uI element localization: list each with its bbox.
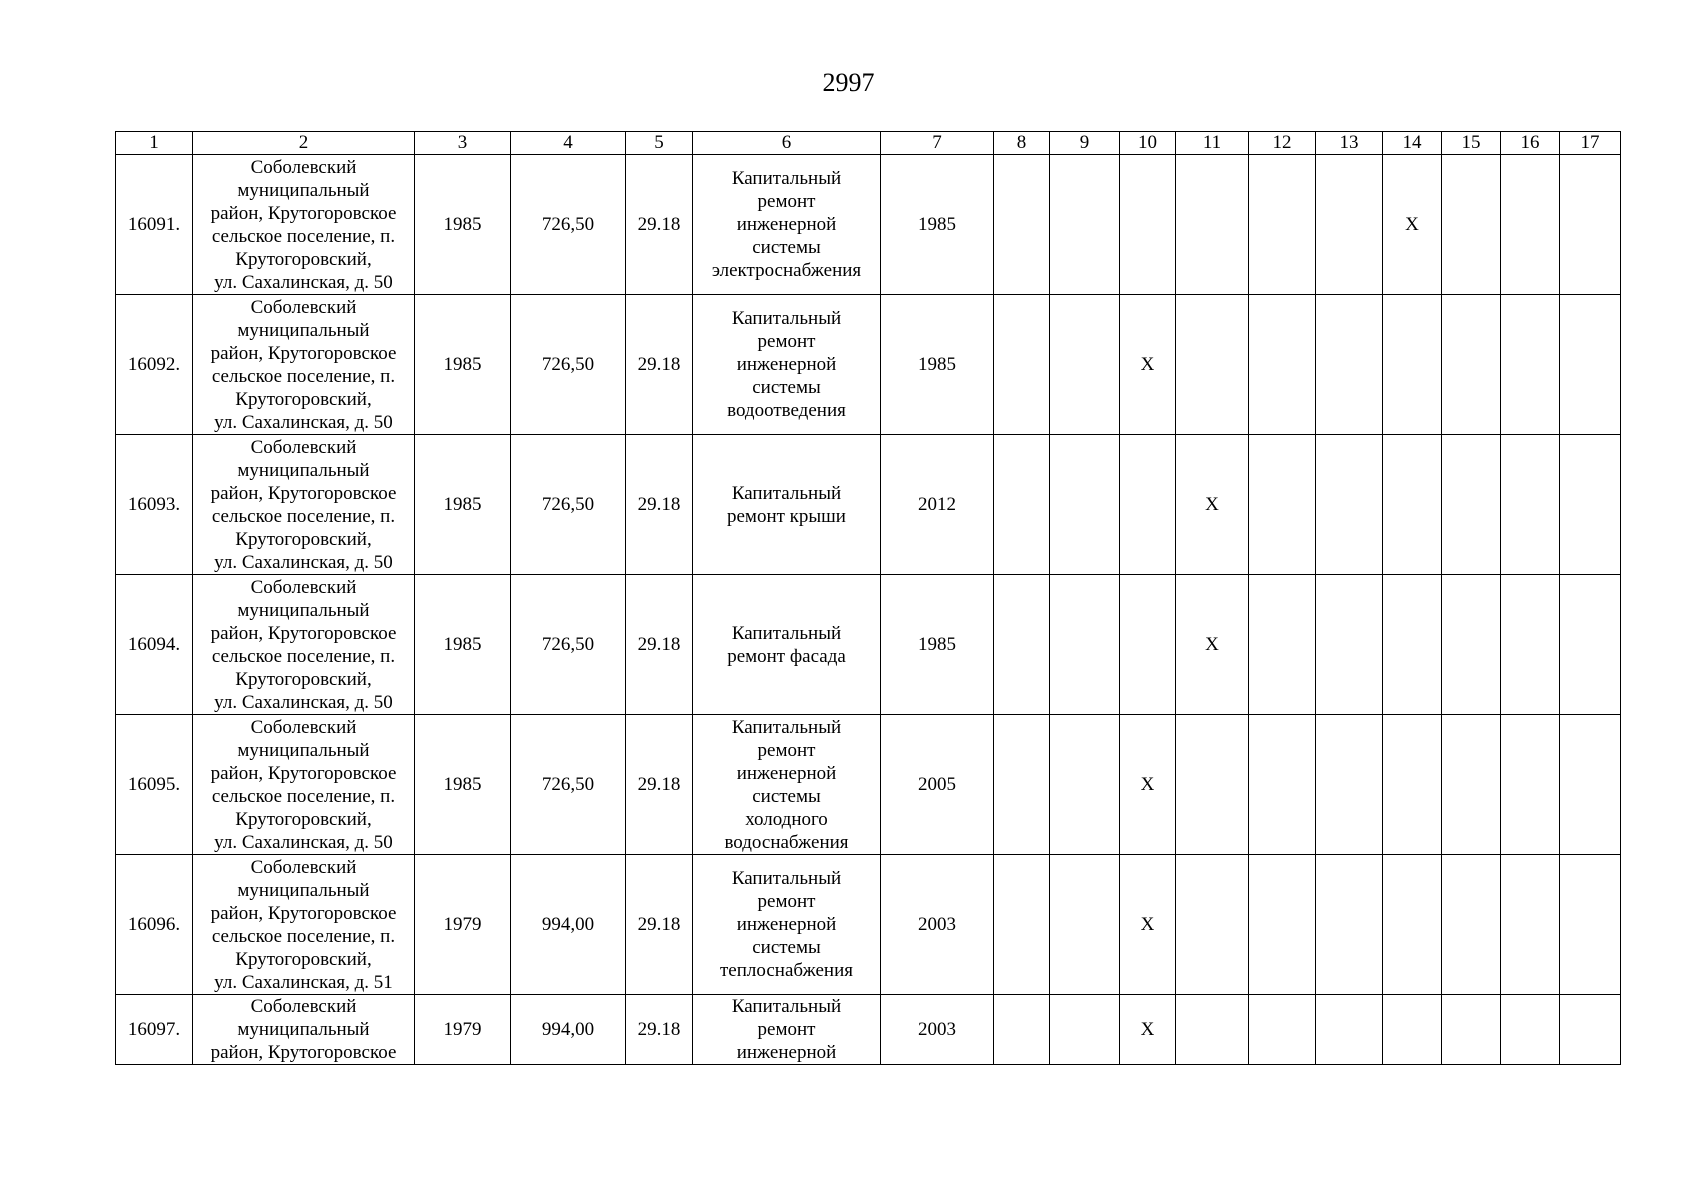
rate-cell: 29.18 <box>626 155 693 295</box>
column-header: 7 <box>881 132 994 155</box>
address-cell <box>193 855 415 995</box>
table-row <box>116 855 1621 995</box>
year-built-cell: 1979 <box>415 995 511 1065</box>
mark-cell <box>1316 715 1383 855</box>
year-repair-cell: 1985 <box>881 295 994 435</box>
mark-cell <box>1176 295 1249 435</box>
mark-cell <box>1316 435 1383 575</box>
mark-cell <box>1442 715 1501 855</box>
year-repair-cell: 1985 <box>881 155 994 295</box>
year-repair-cell: 2003 <box>881 995 994 1065</box>
year-built-cell: 1985 <box>415 435 511 575</box>
work-type-cell <box>693 575 881 715</box>
mark-cell: X <box>1120 715 1176 855</box>
address-text: Соболевский муниципальный район, Крутогоровское сельское поселение, п. Крутогоровский, ул. Сахалинская, д. 51 <box>210 856 397 993</box>
mark-cell <box>1050 155 1120 295</box>
mark-cell <box>1560 855 1621 995</box>
mark-cell <box>1560 995 1621 1065</box>
mark-cell: X <box>1383 155 1442 295</box>
mark-cell: X <box>1176 435 1249 575</box>
mark-cell <box>1120 575 1176 715</box>
column-header: 1 <box>116 132 193 155</box>
mark-cell <box>1383 855 1442 995</box>
mark-cell <box>1176 855 1249 995</box>
column-header: 4 <box>511 132 626 155</box>
row-number: 16091. <box>116 155 193 295</box>
mark-cell <box>1249 715 1316 855</box>
area-cell: 726,50 <box>511 435 626 575</box>
work-type-text: Капитальный ремонт крыши <box>727 482 846 527</box>
work-type-cell <box>693 715 881 855</box>
row-number: 16097. <box>116 995 193 1065</box>
mark-cell: X <box>1120 855 1176 995</box>
register-table <box>115 131 1621 1065</box>
work-type-text: Капитальный ремонт инженерной системы теплоснабжения <box>720 868 853 981</box>
mark-cell <box>1560 435 1621 575</box>
mark-cell <box>1249 155 1316 295</box>
mark-cell <box>1560 575 1621 715</box>
mark-cell: X <box>1176 575 1249 715</box>
rate-cell: 29.18 <box>626 715 693 855</box>
address-text: Соболевский муниципальный район, Крутогоровское сельское поселение, п. Крутогоровский, ул. Сахалинская, д. 50 <box>210 296 397 433</box>
column-header: 6 <box>693 132 881 155</box>
mark-cell <box>1442 575 1501 715</box>
mark-cell <box>1050 435 1120 575</box>
area-cell: 726,50 <box>511 715 626 855</box>
area-cell: 726,50 <box>511 575 626 715</box>
mark-cell <box>994 995 1050 1065</box>
mark-cell <box>1249 295 1316 435</box>
mark-cell <box>1316 295 1383 435</box>
mark-cell <box>1316 995 1383 1065</box>
year-repair-cell: 2003 <box>881 855 994 995</box>
mark-cell <box>1249 995 1316 1065</box>
mark-cell <box>1176 995 1249 1065</box>
year-built-cell: 1985 <box>415 155 511 295</box>
column-header: 16 <box>1501 132 1560 155</box>
table-row <box>116 995 1621 1065</box>
column-header: 9 <box>1050 132 1120 155</box>
mark-cell: X <box>1120 995 1176 1065</box>
column-header: 8 <box>994 132 1050 155</box>
mark-cell <box>1050 855 1120 995</box>
work-type-text: Капитальный ремонт инженерной системы холодного водоснабжения <box>724 716 849 853</box>
area-cell: 994,00 <box>511 995 626 1065</box>
column-header: 3 <box>415 132 511 155</box>
address-text: Соболевский муниципальный район, Крутогоровское сельское поселение, п. Крутогоровский, ул. Сахалинская, д. 50 <box>210 576 397 713</box>
work-type-cell <box>693 855 881 995</box>
table-row <box>116 435 1621 575</box>
year-repair-cell: 2005 <box>881 715 994 855</box>
mark-cell <box>1383 295 1442 435</box>
mark-cell <box>1442 855 1501 995</box>
mark-cell <box>994 155 1050 295</box>
address-cell <box>193 435 415 575</box>
work-type-cell <box>693 995 881 1065</box>
mark-cell <box>1560 155 1621 295</box>
mark-cell <box>1501 995 1560 1065</box>
column-header: 13 <box>1316 132 1383 155</box>
column-header: 11 <box>1176 132 1249 155</box>
work-type-text: Капитальный ремонт инженерной <box>731 996 842 1063</box>
mark-cell <box>1383 995 1442 1065</box>
page-number: 2997 <box>822 68 875 97</box>
mark-cell <box>1560 295 1621 435</box>
mark-cell <box>1120 435 1176 575</box>
address-cell <box>193 715 415 855</box>
year-built-cell: 1985 <box>415 295 511 435</box>
year-built-cell: 1979 <box>415 855 511 995</box>
table-row <box>116 715 1621 855</box>
address-cell <box>193 155 415 295</box>
area-cell: 726,50 <box>511 155 626 295</box>
work-type-cell <box>693 155 881 295</box>
area-cell: 994,00 <box>511 855 626 995</box>
mark-cell <box>1249 575 1316 715</box>
mark-cell <box>1316 575 1383 715</box>
work-type-cell <box>693 435 881 575</box>
header-row <box>116 132 1621 155</box>
column-header: 5 <box>626 132 693 155</box>
mark-cell <box>994 715 1050 855</box>
column-header: 15 <box>1442 132 1501 155</box>
mark-cell <box>1383 715 1442 855</box>
mark-cell <box>1383 575 1442 715</box>
mark-cell <box>1050 995 1120 1065</box>
address-text: Соболевский муниципальный район, Крутогоровское сельское поселение, п. Крутогоровский, ул. Сахалинская, д. 50 <box>210 156 397 293</box>
row-number: 16096. <box>116 855 193 995</box>
mark-cell <box>1442 435 1501 575</box>
row-number: 16095. <box>116 715 193 855</box>
mark-cell <box>1501 295 1560 435</box>
column-header: 12 <box>1249 132 1316 155</box>
work-type-cell <box>693 295 881 435</box>
address-cell <box>193 295 415 435</box>
mark-cell <box>1501 155 1560 295</box>
mark-cell <box>1442 155 1501 295</box>
rate-cell: 29.18 <box>626 575 693 715</box>
work-type-text: Капитальный ремонт инженерной системы водоотведения <box>727 308 846 421</box>
table-row <box>116 295 1621 435</box>
address-cell <box>193 575 415 715</box>
year-repair-cell: 1985 <box>881 575 994 715</box>
mark-cell <box>994 855 1050 995</box>
rate-cell: 29.18 <box>626 995 693 1065</box>
mark-cell <box>1050 715 1120 855</box>
address-text: Соболевский муниципальный район, Крутогоровское сельское поселение, п. Крутогоровский, ул. Сахалинская, д. 50 <box>210 436 397 573</box>
mark-cell <box>1249 435 1316 575</box>
column-header: 17 <box>1560 132 1621 155</box>
mark-cell <box>1316 855 1383 995</box>
work-type-text: Капитальный ремонт инженерной системы электроснабжения <box>711 168 862 281</box>
mark-cell <box>1501 435 1560 575</box>
row-number: 16093. <box>116 435 193 575</box>
mark-cell <box>994 575 1050 715</box>
mark-cell <box>1050 575 1120 715</box>
mark-cell <box>1176 155 1249 295</box>
mark-cell <box>1383 435 1442 575</box>
mark-cell <box>1560 715 1621 855</box>
mark-cell <box>1176 715 1249 855</box>
mark-cell <box>1442 295 1501 435</box>
address-text: Соболевский муниципальный район, Крутогоровское сельское поселение, п. Крутогоровский, ул. Сахалинская, д. 50 <box>210 716 397 853</box>
mark-cell <box>1316 155 1383 295</box>
column-header: 14 <box>1383 132 1442 155</box>
work-type-text: Капитальный ремонт фасада <box>727 622 846 667</box>
row-number: 16094. <box>116 575 193 715</box>
address-text: Соболевский муниципальный район, Крутогоровское <box>210 996 397 1063</box>
mark-cell <box>1120 155 1176 295</box>
mark-cell <box>1050 295 1120 435</box>
address-cell <box>193 995 415 1065</box>
year-repair-cell: 2012 <box>881 435 994 575</box>
rate-cell: 29.18 <box>626 855 693 995</box>
table-row <box>116 155 1621 295</box>
mark-cell <box>1501 855 1560 995</box>
mark-cell <box>1501 575 1560 715</box>
column-header: 10 <box>1120 132 1176 155</box>
column-header: 2 <box>193 132 415 155</box>
year-built-cell: 1985 <box>415 575 511 715</box>
area-cell: 726,50 <box>511 295 626 435</box>
rate-cell: 29.18 <box>626 435 693 575</box>
mark-cell <box>994 295 1050 435</box>
year-built-cell: 1985 <box>415 715 511 855</box>
rate-cell: 29.18 <box>626 295 693 435</box>
mark-cell <box>1249 855 1316 995</box>
row-number: 16092. <box>116 295 193 435</box>
mark-cell <box>1442 995 1501 1065</box>
mark-cell <box>994 435 1050 575</box>
mark-cell <box>1501 715 1560 855</box>
mark-cell: X <box>1120 295 1176 435</box>
table-row <box>116 575 1621 715</box>
